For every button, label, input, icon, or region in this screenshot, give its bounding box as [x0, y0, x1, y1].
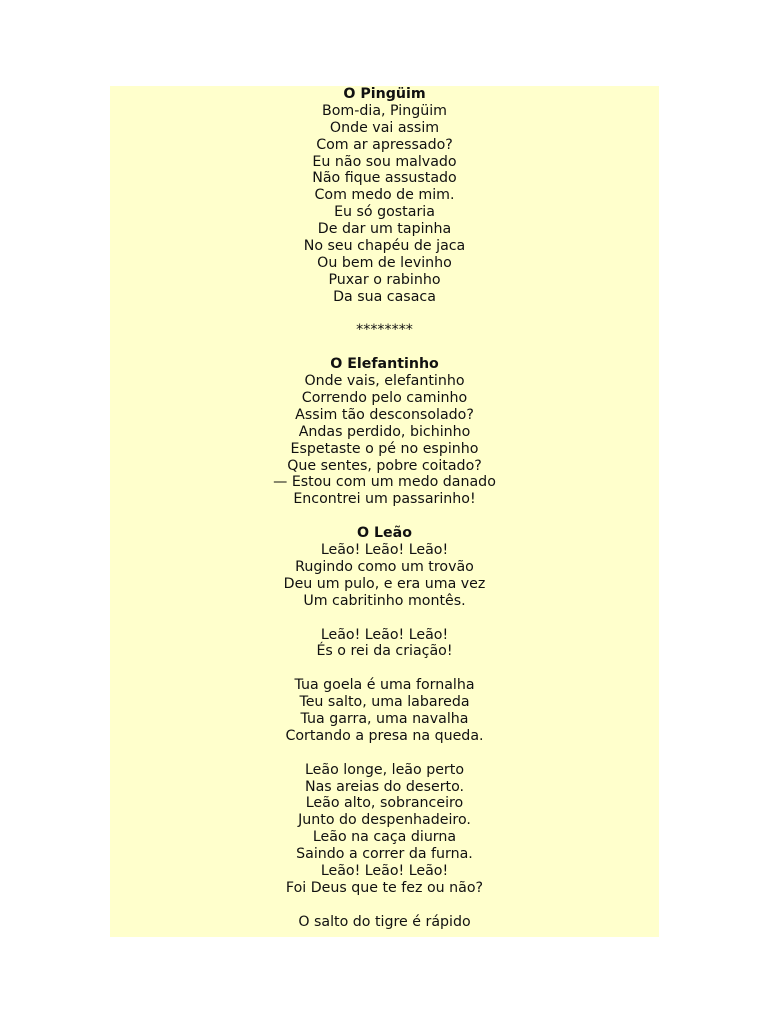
poem-title: O Leão: [357, 525, 412, 542]
verse-line: Leão na caça diurna: [312, 829, 457, 846]
verse-line: Leão alto, sobranceiro: [305, 795, 464, 812]
verse-line: Nas areias do deserto.: [304, 778, 465, 795]
verse-line: Espetaste o pé no espinho: [290, 440, 479, 457]
verse-line: Onde vais, elefantinho: [304, 373, 465, 390]
verse-line: Leão longe, leão perto: [305, 761, 464, 778]
verse-line: És o rei da criação!: [316, 643, 453, 660]
verse-line: Leão! Leão! Leão!: [320, 862, 449, 879]
verse-line: Com ar apressado?: [316, 136, 453, 153]
verse-line: Da sua casaca: [333, 288, 436, 305]
verse-line: Leão! Leão! Leão!: [320, 626, 449, 643]
verse-line: Com medo de mim.: [314, 187, 455, 204]
document-page: [110, 86, 659, 937]
verse-line: Assim tão desconsolado?: [295, 406, 474, 423]
verse-line: Puxar o rabinho: [328, 271, 441, 288]
verse-line: Teu salto, uma labareda: [299, 694, 470, 711]
stanza-gap: [110, 508, 659, 525]
verse-line: Encontrei um passarinho!: [293, 491, 476, 508]
verse-line: — Estou com um medo danado: [273, 474, 496, 491]
verse-line: Onde vai assim: [329, 119, 440, 136]
verse-line: Rugindo como um trovão: [295, 558, 474, 575]
poem-title: O Pingüim: [343, 86, 426, 102]
verse-line: Cortando a presa na queda.: [285, 727, 484, 744]
verse-line: Andas perdido, bichinho: [298, 423, 471, 440]
verse-line: Eu não sou malvado: [312, 153, 457, 170]
section-separator: ********: [356, 322, 413, 339]
stanza-gap: [110, 306, 659, 323]
verse-line: De dar um tapinha: [317, 221, 452, 238]
stanza-gap: [110, 660, 659, 677]
verse-line: Foi Deus que te fez ou não?: [285, 879, 484, 896]
verse-line: Eu só gostaria: [334, 204, 435, 221]
stanza-gap: [110, 745, 659, 762]
verse-line: Deu um pulo, e era uma vez: [283, 575, 486, 592]
verse-line: No seu chapéu de jaca: [303, 238, 466, 255]
verse-line: Bom-dia, Pingüim: [322, 102, 447, 119]
verse-line: Tua garra, uma navalha: [300, 710, 469, 727]
verse-line: Não fique assustado: [312, 170, 457, 187]
verse-line: Correndo pelo caminho: [301, 390, 468, 407]
stanza-gap: [110, 339, 659, 356]
stanza-gap: [110, 610, 659, 627]
verse-line: Ou bem de levinho: [317, 254, 452, 271]
verse-line: Tua goela é uma fornalha: [294, 677, 475, 694]
stanza-gap: [110, 897, 659, 914]
verse-line: Junto do despenhadeiro.: [298, 812, 471, 829]
verse-line: Leão! Leão! Leão!: [320, 542, 449, 559]
verse-line: Que sentes, pobre coitado?: [287, 457, 482, 474]
poem-text: [110, 86, 659, 931]
verse-line: O salto do tigre é rápido: [298, 913, 471, 930]
poem-title: O Elefantinho: [330, 356, 439, 373]
verse-line: Um cabritinho montês.: [303, 592, 466, 609]
verse-line: Saindo a correr da furna.: [296, 846, 473, 863]
